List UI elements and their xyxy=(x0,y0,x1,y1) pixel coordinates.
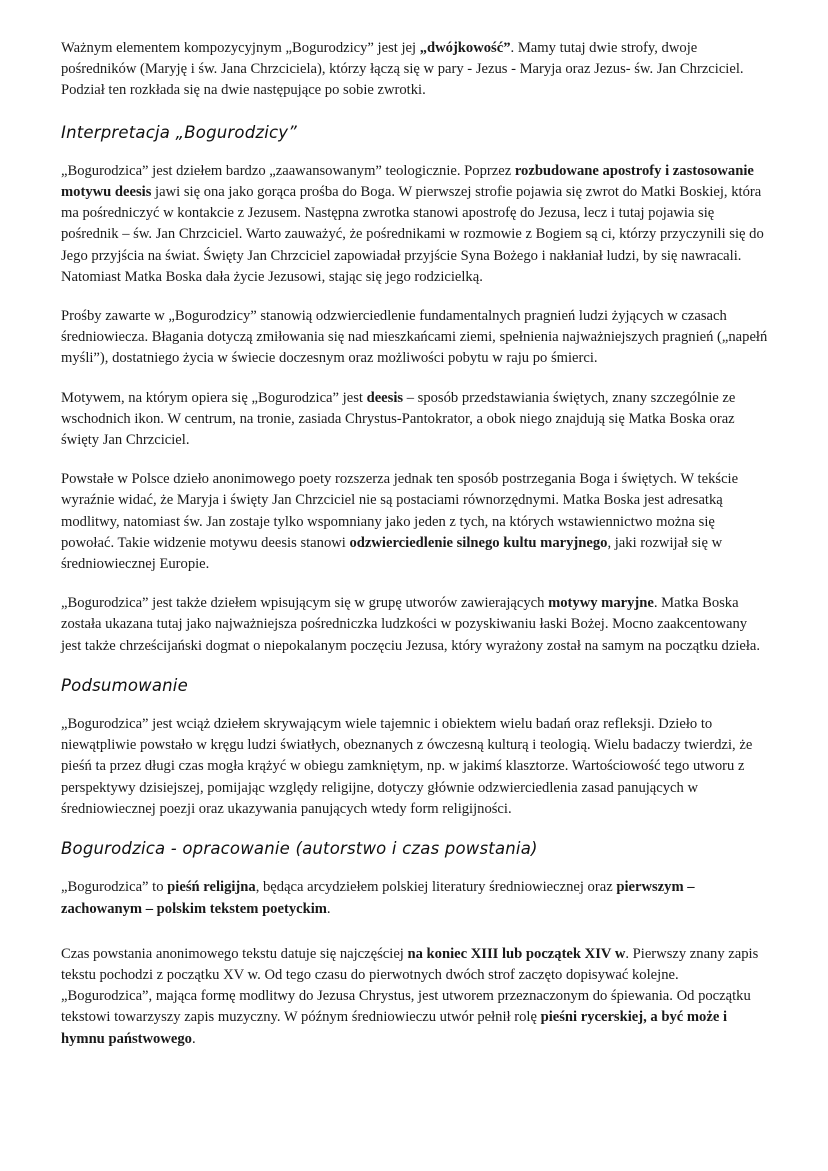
bold-text: deesis xyxy=(366,389,404,406)
text-run: jawi się ona jako gorąca prośba do Boga. W pierwszej strofie pojawia się zwrot do Matki Boskiej, która ma pośredniczyć w kontakcie z Jezusem. Następna zwrotka stanowi apostrofę do Jezusa, lecz i tutaj pojawia się pośrednik – św. Jan Chrzciciel. Warto zauważyć, że pośrednikami w rozmowie z Bogiem są ci, którzy przyczynili się do Jego przyjścia na świat. Święty Jan Chrzciciel zapowiadał przyjście Syna Bożego i nakłaniał ludzi, by się nawracali. Natomiast Matka Boska dała życie Jezusowi, stając się jego rodzicielką. xyxy=(61,184,764,285)
text-run: „Bogurodzica” jest wciąż dziełem skrywającym wiele tajemnic i obiektem wielu badań oraz refleksji. Dzieło to niewątpliwie powstało w kręgu ludzi światłych, obeznanych z ówczesną kulturą i teologią. Wielu badaczy twierdzi, że pieśń ta przez długi czas mogła krążyć w obiegu zamkniętym, np. w jakimś klasztorze. Wartościowość tego utworu z perspektywy dzisiejszej, pomijając względy religijne, dotyczy głównie odzwierciedlenia zasad panujących w średniowiecznej poezji oraz ukazywania panujących wtedy form religijności. xyxy=(61,716,753,817)
text-run: „Bogurodzica” to xyxy=(61,879,168,896)
text-run: . xyxy=(326,900,331,917)
text-run: Prośby zawarte w „Bogurodzicy” stanowią odzwierciedlenie fundamentalnych pragnień ludzi żyjących w czasach średniowiecza. Błagania dotyczą zmiłowania się nad mieszkańcami ziemi, spełnienia najważniejszych pragnień („napełń myśli”), dostatniego życia w świecie doczesnym oraz możliwości pobytu w raju po śmierci. xyxy=(61,308,768,367)
text-run: „Bogurodzica” jest także dziełem wpisującym się w grupę utworów zawierających xyxy=(61,595,549,612)
text-run: Motywem, na którym opiera się „Bogurodzica” jest xyxy=(61,389,367,406)
text-run: , jaki rozwijał się w średniowiecznej Europie. xyxy=(61,534,723,573)
text-run: Czas powstania anonimowego tekstu datuje się najczęściej xyxy=(61,945,408,962)
text-run: . Pierwszy znany zapis tekstu pochodzi z początku XV w. Od tego czasu do pierwotnych dwóch strof zaczęto dopisywać kolejne. „Bogurodzica”, mająca formę modlitwy do Jezusa Chrystus, jest utworem przeznaczonym do śpiewania. Od początku tekstowi towarzyszy zapis muzyczny. W późnym średniowieczu utwór pełnił rolę xyxy=(61,945,759,1026)
paragraph-study-2 xyxy=(61,944,770,1050)
bold-text: rozbudowane apostrofy i zastosowanie motywu deesis xyxy=(61,162,754,201)
paragraph-study-1 xyxy=(61,877,770,919)
heading-podsumowanie: Podsumowanie xyxy=(61,675,188,695)
bold-text: pieśni rycerskiej, a być może i hymnu państwowego xyxy=(61,1009,728,1047)
text-run: , będąca arcydziełem polskiej literatury średniowiecznej oraz xyxy=(255,879,617,896)
heading-interpretacja: Interpretacja „Bogurodzicy” xyxy=(61,122,298,142)
bold-text: odzwierciedlenie silnego kultu maryjnego xyxy=(349,534,608,551)
bold-text: „dwójkowość” xyxy=(419,40,511,56)
paragraph-interpretation-5 xyxy=(61,593,770,657)
text-run: Ważnym elementem kompozycyjnym „Bogurodzicy” jest jej xyxy=(61,40,420,56)
paragraph-summary xyxy=(61,714,770,820)
paragraph-interpretation-1 xyxy=(61,161,770,288)
text-run: . xyxy=(191,1030,196,1047)
bold-text: pierwszym – zachowanym – polskim tekstem poetyckim xyxy=(61,879,695,917)
bold-text: na koniec XIII lub początek XIV w xyxy=(407,945,626,962)
paragraph-interpretation-2 xyxy=(61,306,770,370)
heading-opracowanie: Bogurodzica - opracowanie (autorstwo i czas powstania) xyxy=(61,839,538,859)
paragraph-interpretation-3 xyxy=(61,388,770,452)
text-run: – sposób przedstawiania świętych, znany szczególnie ze wschodnich ikon. W centrum, na tronie, zasiada Chrystus-Pantokrator, a obok niego znajdują się Matka Boska oraz święty Jan Chrzciciel. xyxy=(61,389,736,449)
bold-text: pieśń religijna xyxy=(167,879,256,896)
text-run: „Bogurodzica” jest dziełem bardzo „zaawansowanym” teologicznie. Poprzez xyxy=(61,162,515,179)
text-run: Powstałe w Polsce dzieło anonimowego poety rozszerza jednak ten sposób postrzegania Boga i świętych. W tekście wyraźnie widać, że Maryja i święty Jan Chrzciciel nie są postaciami równorzędnymi. Matka Boska jest adresatką modlitwy, natomiast św. Jan zostaje tylko wspomniany jako jeden z tych, na których wstawiennictwo można się powołać. Takie widzenie motywu deesis stanowi xyxy=(61,471,739,551)
paragraph-intro xyxy=(61,38,770,102)
paragraph-interpretation-4 xyxy=(61,469,770,575)
bold-text: motywy maryjne xyxy=(548,595,654,612)
text-run: . Matka Boska została ukazana tutaj jako najważniejsza pośredniczka ludzkości w pozyskiwaniu łaski Bożej. Mocno zaakcentowany jest także chrześcijański dogmat o niepokalanym poczęciu Jezusa, który wyrażony został na samym na początku dzieła. xyxy=(61,595,761,654)
text-run: . Mamy tutaj dwie strofy, dwoje pośredników (Maryję i św. Jana Chrzciciela), którzy łączą się w pary - Jezus - Maryja oraz Jezus- św. Jan Chrzciciel. Podział ten rozkłada się na dwie następujące po sobie zwrotki. xyxy=(61,40,744,99)
